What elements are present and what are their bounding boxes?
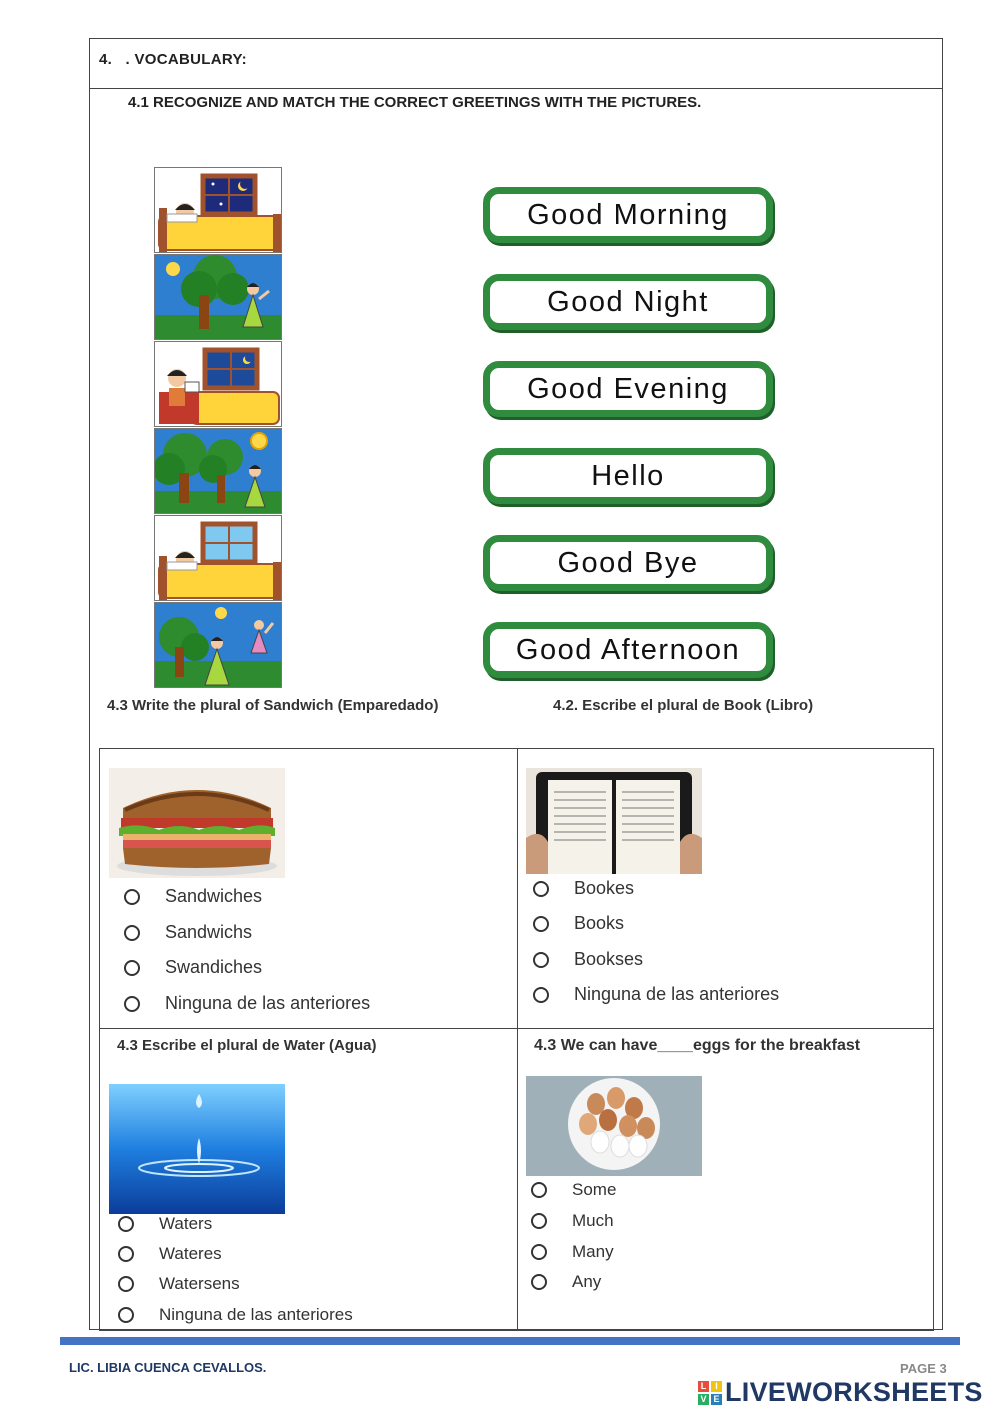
picture-day-tree-girl[interactable]	[154, 254, 282, 340]
picture-strip	[154, 167, 284, 689]
water-question-title: 4.3 Escribe el plural de Water (Agua)	[117, 1037, 377, 1054]
brand-logo-icon: L I V E	[698, 1381, 722, 1405]
greeting-card[interactable]: Good Bye	[483, 535, 773, 591]
grid-divider	[100, 1028, 933, 1029]
sandwich-option[interactable]: Sandwiches	[124, 886, 262, 907]
picture-evening-reading[interactable]	[154, 341, 282, 427]
book-option[interactable]: Bookses	[533, 949, 643, 970]
greeting-card[interactable]: Good Morning	[483, 187, 773, 243]
radio-button[interactable]	[118, 1307, 134, 1323]
radio-button[interactable]	[124, 925, 140, 941]
book-option[interactable]: Books	[533, 913, 624, 934]
book-option[interactable]: Bookes	[533, 878, 634, 899]
radio-button[interactable]	[124, 996, 140, 1012]
water-option[interactable]: Wateres	[118, 1244, 222, 1264]
book-option[interactable]: Ninguna de las anteriores	[533, 984, 779, 1005]
picture-night-bed[interactable]	[154, 167, 282, 253]
radio-button[interactable]	[531, 1213, 547, 1229]
sandwich-option[interactable]: Ninguna de las anteriores	[124, 993, 370, 1014]
radio-button[interactable]	[531, 1182, 547, 1198]
greeting-card[interactable]: Good Afternoon	[483, 622, 773, 678]
radio-button[interactable]	[118, 1216, 134, 1232]
sandwich-photo	[109, 768, 285, 878]
radio-button[interactable]	[533, 952, 549, 968]
water-option[interactable]: Ninguna de las anteriores	[118, 1305, 353, 1325]
greeting-card[interactable]: Good Evening	[483, 361, 773, 417]
eggs-option[interactable]: Some	[531, 1180, 616, 1200]
brand-text: LIVEWORKSHEETS	[725, 1377, 983, 1407]
match-instruction: 4.1 RECOGNIZE AND MATCH THE CORRECT GREETINGS WITH THE PICTURES.	[128, 94, 702, 111]
footer-bar	[60, 1337, 960, 1345]
worksheet-frame	[89, 38, 943, 1330]
greeting-card[interactable]: Good Night	[483, 274, 773, 330]
sandwich-option[interactable]: Sandwichs	[124, 922, 252, 943]
sandwich-question-title: 4.3 Write the plural of Sandwich (Emparedado)	[107, 697, 439, 714]
picture-morning-bed[interactable]	[154, 515, 282, 601]
liveworksheets-logo[interactable]	[698, 1377, 983, 1408]
water-option[interactable]: Watersens	[118, 1274, 240, 1294]
radio-button[interactable]	[533, 916, 549, 932]
eggs-option[interactable]: Any	[531, 1272, 601, 1292]
radio-button[interactable]	[124, 889, 140, 905]
radio-button[interactable]	[533, 881, 549, 897]
section-title: 4. . VOCABULARY:	[99, 51, 247, 68]
eggs-option[interactable]: Many	[531, 1242, 614, 1262]
eggs-option[interactable]: Much	[531, 1211, 614, 1231]
greeting-card[interactable]: Hello	[483, 448, 773, 504]
radio-button[interactable]	[118, 1276, 134, 1292]
radio-button[interactable]	[531, 1244, 547, 1260]
radio-button[interactable]	[533, 987, 549, 1003]
page-number: PAGE 3	[900, 1361, 947, 1376]
water-option[interactable]: Waters	[118, 1214, 212, 1234]
author-name: LIC. LIBIA CUENCA CEVALLOS.	[69, 1360, 267, 1375]
grid-divider	[517, 749, 518, 1330]
picture-sunny-trees-girl[interactable]	[154, 428, 282, 514]
radio-button[interactable]	[118, 1246, 134, 1262]
sandwich-option[interactable]: Swandiches	[124, 957, 262, 978]
eggs-question-title: 4.3 We can have____eggs for the breakfast	[534, 1037, 861, 1054]
water-photo	[109, 1084, 285, 1214]
book-photo	[526, 768, 702, 874]
section-header	[90, 39, 942, 89]
question-grid	[99, 748, 934, 1331]
radio-button[interactable]	[531, 1274, 547, 1290]
greeting-cards	[483, 187, 773, 709]
picture-waving-friends[interactable]	[154, 602, 282, 688]
eggs-photo	[526, 1076, 702, 1176]
radio-button[interactable]	[124, 960, 140, 976]
book-question-title: 4.2. Escribe el plural de Book (Libro)	[553, 697, 814, 714]
